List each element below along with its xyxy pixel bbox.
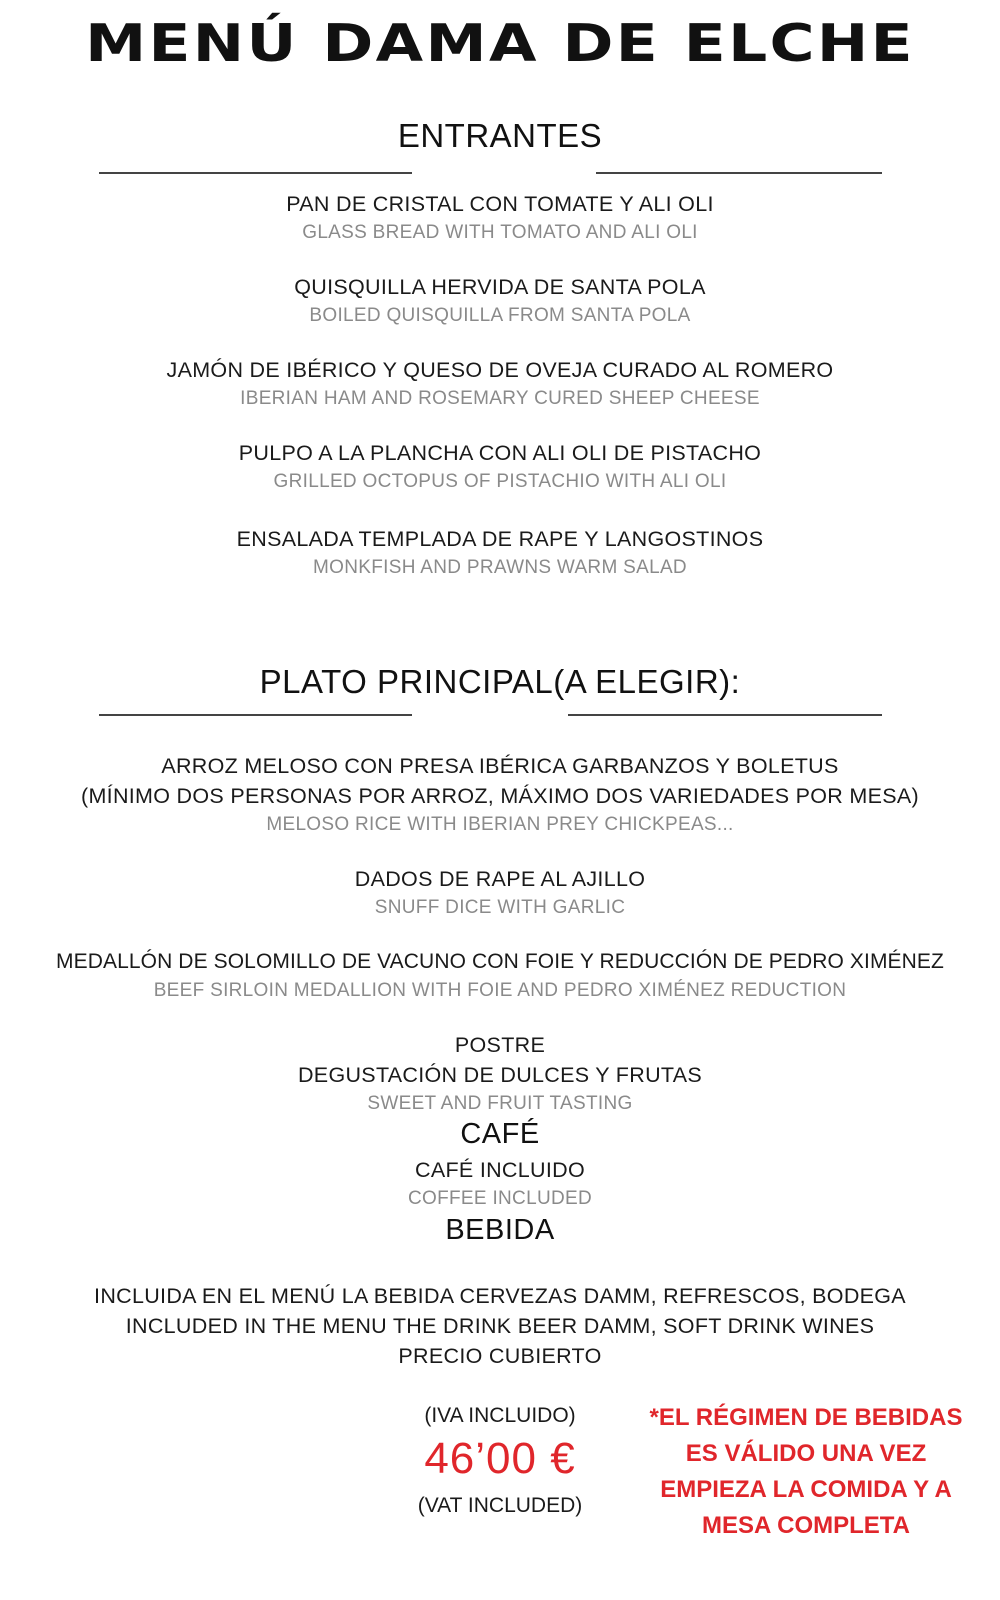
dish-name: DADOS DE RAPE AL AJILLO <box>354 867 646 891</box>
cafe-text: CAFÉ INCLUIDO <box>415 1158 585 1182</box>
dish-name: QUISQUILLA HERVIDA DE SANTA POLA <box>294 275 706 299</box>
dish-translation: BOILED QUISQUILLA FROM SANTA POLA <box>309 305 691 326</box>
menu-title: MENÚ DAMA DE ELCHE <box>85 14 915 74</box>
dish-name: PULPO A LA PLANCHA CON ALI OLI DE PISTACHO <box>238 441 762 465</box>
bebida-heading: BEBIDA <box>445 1214 555 1246</box>
precio-label: PRECIO CUBIERTO <box>398 1344 602 1368</box>
dish-translation: GRILLED OCTOPUS OF PISTACHIO WITH ALI OLI <box>273 471 727 492</box>
section-heading-principal: PLATO PRINCIPAL(A ELEGIR): <box>259 663 741 700</box>
notice-line: ES VÁLIDO UNA VEZ <box>685 1440 927 1467</box>
dish-translation: IBERIAN HAM AND ROSEMARY CURED SHEEP CHEESE <box>240 388 760 409</box>
dish-translation: MELOSO RICE WITH IBERIAN PREY CHICKPEAS... <box>266 814 734 835</box>
dish-name: JAMÓN DE IBÉRICO Y QUESO DE OVEJA CURADO AL ROMERO <box>166 358 834 382</box>
dish-translation: SWEET AND FRUIT TASTING <box>367 1093 633 1114</box>
cafe-heading: CAFÉ <box>460 1118 540 1150</box>
dish-name: ARROZ MELOSO CON PRESA IBÉRICA GARBANZOS Y BOLETUS <box>161 754 839 778</box>
dish-name: MEDALLÓN DE SOLOMILLO DE VACUNO CON FOIE Y REDUCCIÓN DE PEDRO XIMÉNEZ <box>56 950 944 973</box>
dish-translation: BEEF SIRLOIN MEDALLION WITH FOIE AND PEDRO XIMÉNEZ REDUCTION <box>153 980 847 1001</box>
divider-left <box>99 172 412 174</box>
dish-translation: MONKFISH AND PRAWNS WARM SALAD <box>313 557 687 578</box>
dish-name: ENSALADA TEMPLADA DE RAPE Y LANGOSTINOS <box>236 527 764 551</box>
iva-label: (IVA INCLUIDO) <box>424 1404 576 1427</box>
divider-left <box>99 714 412 716</box>
vat-label: (VAT INCLUDED) <box>417 1494 583 1517</box>
notice-line: EMPIEZA LA COMIDA Y A <box>660 1476 952 1503</box>
drinks-notice <box>636 1400 976 1544</box>
dish-name: PAN DE CRISTAL CON TOMATE Y ALI OLI <box>286 192 714 216</box>
notice-line: MESA COMPLETA <box>702 1512 910 1539</box>
price-amount: 46’00 € <box>424 1434 576 1483</box>
divider-right <box>568 714 882 716</box>
notice-line: *EL RÉGIMEN DE BEBIDAS <box>649 1404 963 1431</box>
bebida-text: INCLUIDA EN EL MENÚ LA BEBIDA CERVEZAS DAMM, REFRESCOS, BODEGA <box>94 1284 906 1308</box>
dish-translation: SNUFF DICE WITH GARLIC <box>374 897 626 918</box>
postre-heading: POSTRE <box>454 1033 546 1057</box>
divider-right <box>596 172 882 174</box>
cafe-translation: COFFEE INCLUDED <box>408 1188 592 1209</box>
bebida-translation: INCLUDED IN THE MENU THE DRINK BEER DAMM, SOFT DRINK WINES <box>125 1314 875 1338</box>
dish-name: DEGUSTACIÓN DE DULCES Y FRUTAS <box>297 1063 703 1087</box>
dish-translation: GLASS BREAD WITH TOMATO AND ALI OLI <box>302 222 698 243</box>
section-heading-entrantes: ENTRANTES <box>397 117 603 154</box>
dish-note: (MÍNIMO DOS PERSONAS POR ARROZ, MÁXIMO DOS VARIEDADES POR MESA) <box>81 784 919 808</box>
